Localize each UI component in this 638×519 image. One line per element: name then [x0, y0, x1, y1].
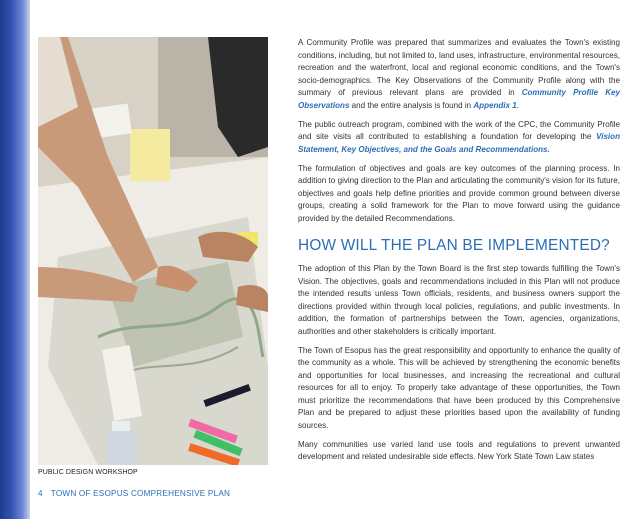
page-number: 4 — [38, 489, 43, 498]
paragraph-objectives-goals: The formulation of objectives and goals are key outcomes of the planning process. In addition to giving direction to the Plan and articulating the community's vision for its future, objectives and goals help define priorities and provide common ground between diverse groups, creating a solid framework for the Plan to move forward using the guidance provided by the detailed Recommendations. — [298, 163, 620, 223]
page-footer — [38, 489, 230, 498]
paragraph-land-use-tools: Many communities use varied land use tools and regulations to prevent unwanted development and related undesirable side effects. New York State Town Law states — [298, 439, 620, 461]
photo-caption: PUBLIC DESIGN WORKSHOP — [38, 469, 138, 476]
paragraph-plan-adoption: The adoption of this Plan by the Town Board is the first step towards fulfilling the Town's Vision. The objectives, goals and recommendations included in this Plan will not produce the intended results unless Town officials, residents, and business owners support the directions provided within through local policies, regulations, and public investments. In addition, the formation of partnerships between the Town, agencies, organizations, authorities and other stakeholders is critically important. — [298, 264, 620, 336]
body-text — [298, 37, 620, 470]
link-vision-statement[interactable]: Vision Statement, Key Objectives, and the Goals and Recommendations. — [298, 132, 620, 154]
paragraph-public-outreach: The public outreach program, combined with the work of the CPC, the Community Profile and site visits all contributed to establishing a foundation for developing the Vision Statement, Key Objectives, and the Goals and Recommendations. — [298, 119, 620, 154]
link-appendix-1[interactable]: Appendix 1 — [473, 100, 517, 110]
link-community-profile-key-observations[interactable]: Community Profile Key Observations — [298, 88, 620, 110]
section-heading: HOW WILL THE PLAN BE IMPLEMENTED? — [298, 237, 610, 254]
workshop-photo — [38, 37, 268, 465]
document-title: TOWN OF ESOPUS COMPREHENSIVE PLAN — [50, 489, 231, 498]
paragraph-town-responsibility: The Town of Esopus has the great responsibility and opportunity to enhance the quality of the community as a whole. This will be achieved by strengthening the economic benefits and opportunities for local businesses, and increasing the recreational and cultural resources for all to enjoy. To properly take advantage of these opportunities, the Town must prioritize the recommendations that have been produced by this Comprehensive Plan and be prepared to adjust these priorities based upon the availability of funding sources. — [298, 345, 620, 430]
paragraph-community-profile: A Community Profile was prepared that summarizes and evaluates the Town's existing conditions, including, but not limited to, land uses, infrastructure, environmental resources, recreation and the waterfront, local and regional economic conditions, and the Town's socio-demographics. The Key Observations of the Community Profile along with the summary of previous relevant plans are provided in Community Profile Key Observations and the entire analysis is found in Appendix 1. — [298, 38, 620, 110]
page-edge-band — [0, 0, 30, 519]
workshop-photo-illustration — [38, 37, 268, 465]
